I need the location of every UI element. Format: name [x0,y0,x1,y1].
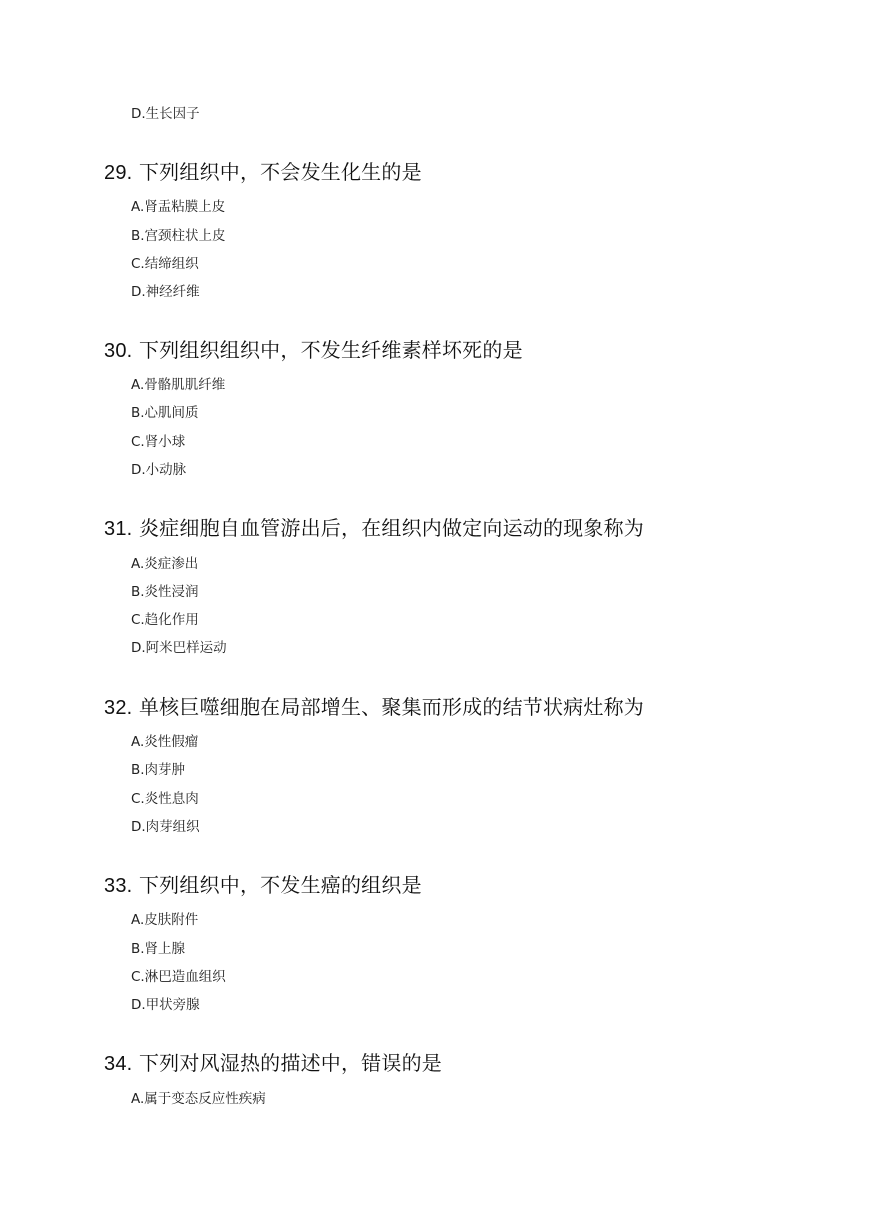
option-31-c: C.趋化作用 [131,612,199,628]
option-29-d: D.神经纤维 [131,284,200,300]
option-33-c: C.淋巴造血组织 [131,969,226,985]
option-33-d: D.甲状旁腺 [131,997,200,1013]
option-30-d: D.小动脉 [131,462,187,478]
option-32-b: B.肉芽肿 [131,762,186,778]
option-29-a: A.肾盂粘膜上皮 [131,199,226,215]
question-29 [104,160,422,185]
option-32-a: A.炎性假瘤 [131,734,199,750]
question-number: 33. [104,875,133,897]
option-28-d: D.生长因子 [131,106,200,122]
option-30-c: C.肾小球 [131,434,186,450]
option-29-c: C.结缔组织 [131,256,199,272]
question-number: 34. [104,1053,133,1075]
question-text: 下列组织组织中，不发生纤维素样坏死的是 [138,338,523,362]
option-31-d: D.阿米巴样运动 [131,640,227,656]
question-30 [104,338,523,363]
option-32-d: D.肉芽组织 [131,819,200,835]
option-34-a: A.属于变态反应性疾病 [131,1091,266,1107]
option-29-b: B.宫颈柱状上皮 [131,228,226,244]
option-32-c: C.炎性息肉 [131,791,199,807]
question-number: 30. [104,340,133,362]
question-number: 29. [104,162,133,184]
option-31-b: B.炎性浸润 [131,584,199,600]
question-text: 下列对风湿热的描述中，错误的是 [138,1051,442,1075]
question-text: 下列组织中，不发生癌的组织是 [138,873,422,897]
question-text: 单核巨噬细胞在局部增生、聚集而形成的结节状病灶称为 [138,695,644,719]
option-33-b: B.肾上腺 [131,941,186,957]
question-33 [104,873,422,898]
option-30-a: A.骨骼肌肌纤维 [131,377,226,393]
option-33-a: A.皮肤附件 [131,912,199,928]
question-31 [104,516,644,541]
option-31-a: A.炎症渗出 [131,556,199,572]
question-text: 下列组织中，不会发生化生的是 [138,160,422,184]
question-text: 炎症细胞自血管游出后，在组织内做定向运动的现象称为 [138,516,644,540]
option-30-b: B.心肌间质 [131,405,199,421]
question-number: 31. [104,518,133,540]
question-number: 32. [104,697,133,719]
question-32 [104,695,644,720]
question-34 [104,1051,442,1076]
